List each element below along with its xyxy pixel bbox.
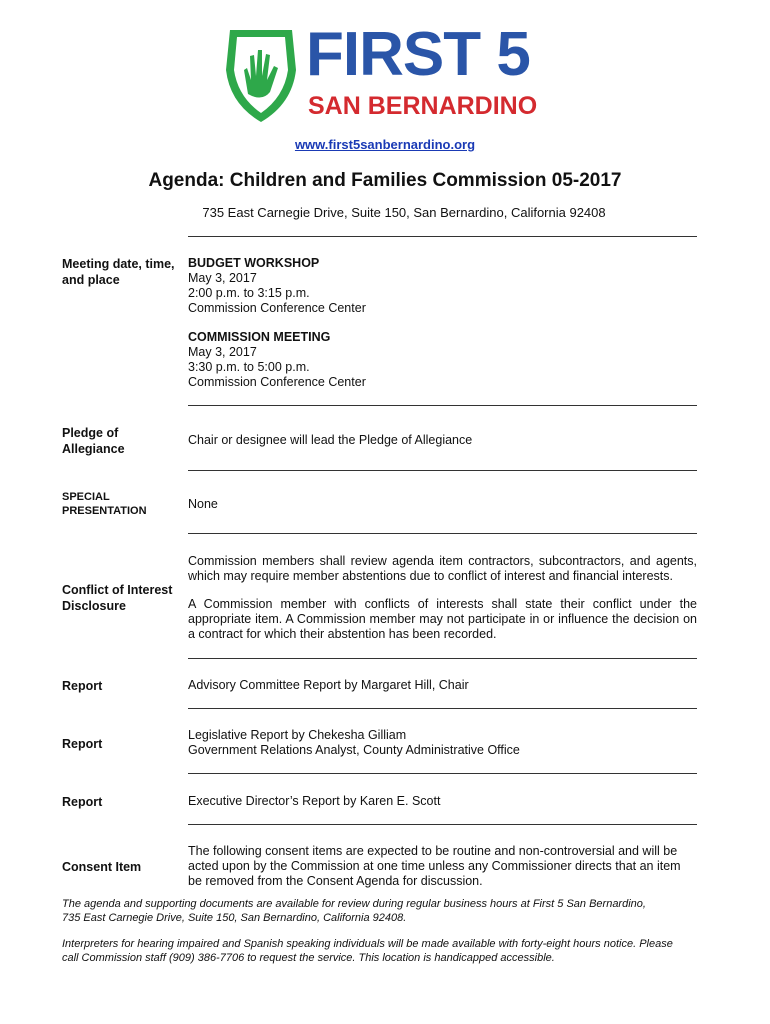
logo-subtitle: SAN BERNARDINO [308, 92, 538, 120]
commission-time: 3:30 p.m. to 5:00 p.m. [188, 360, 310, 374]
legislative-report-text: Legislative Report by Chekesha Gilliam Government Relations Analyst, County Administrative Office [188, 728, 520, 757]
website-link[interactable]: www.first5sanbernardino.org [294, 137, 476, 152]
conflict-paragraph-2: A Commission member with conflicts of interests shall state their conflict under the appropriate item. A Commission member may not participate in or influence the decision on a contract for which their abstention has been recorded. [188, 597, 697, 641]
commission-place: Commission Conference Center [188, 375, 366, 389]
commission-date: May 3, 2017 [188, 345, 257, 359]
advisory-report-text: Advisory Committee Report by Margaret Hill, Chair [188, 678, 469, 692]
conflict-paragraph-1: Commission members shall review agenda item contractors, subcontractors, and agents, which may require member abstentions due to conflict of interest and financial interests. [188, 554, 697, 583]
meeting-label: Meeting date, time, and place [62, 257, 175, 287]
conflict-label: Conflict of Interest Disclosure [62, 583, 173, 613]
conflict-text [188, 554, 697, 642]
divider [188, 708, 697, 709]
divider [188, 470, 697, 471]
pledge-label: Pledge of Allegiance [62, 426, 125, 456]
report-label: Report [62, 795, 103, 809]
first5-logo [222, 20, 542, 128]
address: 735 East Carnegie Drive, Suite 150, San Bernardino, California 92408 [202, 205, 606, 220]
meeting-details [188, 256, 697, 390]
divider [188, 658, 697, 659]
divider [188, 773, 697, 774]
special-presentation-label: SPECIAL PRESENTATION [62, 491, 147, 517]
footer-interpreter-note: Interpreters for hearing impaired and Spanish speaking individuals will be made available with forty-eight hours notice. Please call Commission staff (909) 386-7706 to request the service. This location is handicapped accessible. [62, 938, 673, 964]
consent-label: Consent Item [62, 860, 142, 874]
logo-wordmark: FIRST 5 [306, 20, 530, 89]
footer-availability-note: The agenda and supporting documents are available for review during regular business hours at First 5 San Bernardino, 735 East Carnegie Drive, Suite 150, San Bernardino, California 92408. [62, 898, 646, 924]
report-label: Report [62, 679, 103, 693]
divider [188, 236, 697, 237]
report-label: Report [62, 737, 103, 751]
special-presentation-text: None [188, 497, 218, 511]
page-title: Agenda: Children and Families Commission 05-2017 [148, 170, 622, 191]
divider [188, 533, 697, 534]
budget-workshop-title: BUDGET WORKSHOP [188, 256, 320, 270]
budget-time: 2:00 p.m. to 3:15 p.m. [188, 286, 310, 300]
budget-date: May 3, 2017 [188, 271, 257, 285]
commission-meeting-title: COMMISSION MEETING [188, 330, 331, 344]
pledge-text: Chair or designee will lead the Pledge of Allegiance [188, 433, 473, 447]
shield-hand-icon [222, 26, 300, 124]
divider [188, 824, 697, 825]
budget-place: Commission Conference Center [188, 301, 366, 315]
consent-text: The following consent items are expected to be routine and non-controversial and will be acted upon by the Commission at one time unless any Commissioner directs that an item be removed from the Consent Agenda for discussion. [188, 844, 681, 888]
divider [188, 405, 697, 406]
executive-report-text: Executive Director’s Report by Karen E. Scott [188, 794, 441, 808]
